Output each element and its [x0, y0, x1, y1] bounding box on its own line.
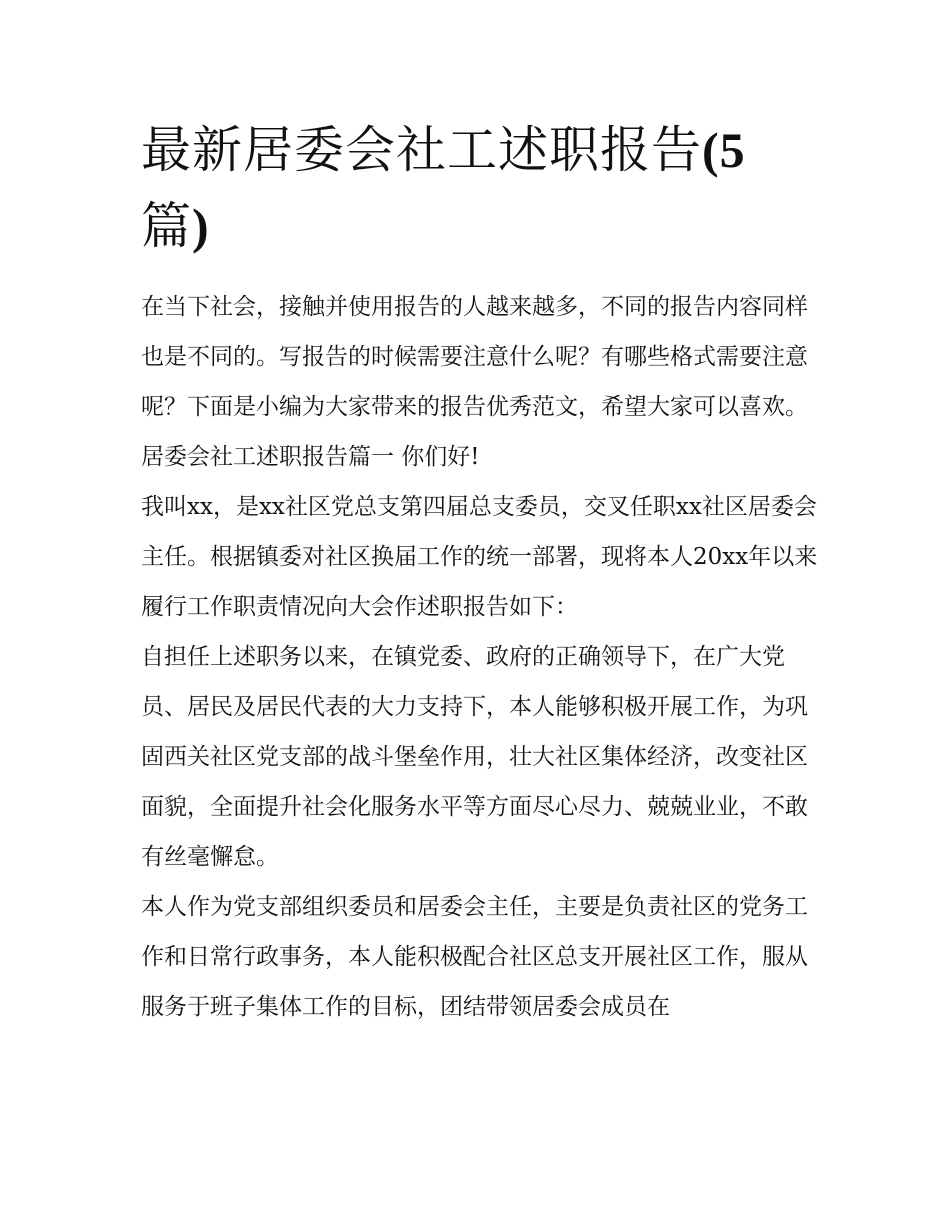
intro-paragraph: 在当下社会，接触并使用报告的人越来越多，不同的报告内容同样也是不同的。写报告的时候需要注意什么呢？有哪些格式需要注意呢？下面是小编为大家带来的报告优秀范文，希望大家可以喜欢。	[141, 294, 808, 420]
work-summary-paragraph: 自担任上述职务以来，在镇党委、政府的正确领导下，在广大党员、居民及居民代表的大力支持下，本人能够积极开展工作，为巩固西关社区党支部的战斗堡垒作用，壮大社区集体经济，改变社区面貌，全面提升社会化服务水平等方面尽心尽力、兢兢业业，不敢有丝毫懈怠。	[141, 644, 808, 870]
document-title	[141, 112, 821, 264]
title-tail: 篇	[141, 197, 192, 255]
section-heading-paragraph: 居委会社工述职报告篇一 你们好!	[141, 444, 480, 470]
title-main: 最新居委会社工述职报告	[141, 121, 702, 179]
document-body	[141, 112, 821, 1032]
title-tail-paren: )	[192, 198, 210, 254]
duties-paragraph: 本人作为党支部组织委员和居委会主任，主要是负责社区的党务工作和日常行政事务，本人能积极配合社区总支开展社区工作，服从服务于班子集体工作的目标，团结带领居委会成员在	[141, 894, 808, 1020]
title-number: (5	[702, 122, 746, 178]
self-introduction-paragraph: 我叫xx，是xx社区党总支第四届总支委员，交叉任职xx社区居委会主任。根据镇委对社区换届工作的统一部署，现将本人20xx年以来履行工作职责情况向大会作述职报告如下：	[141, 494, 818, 620]
